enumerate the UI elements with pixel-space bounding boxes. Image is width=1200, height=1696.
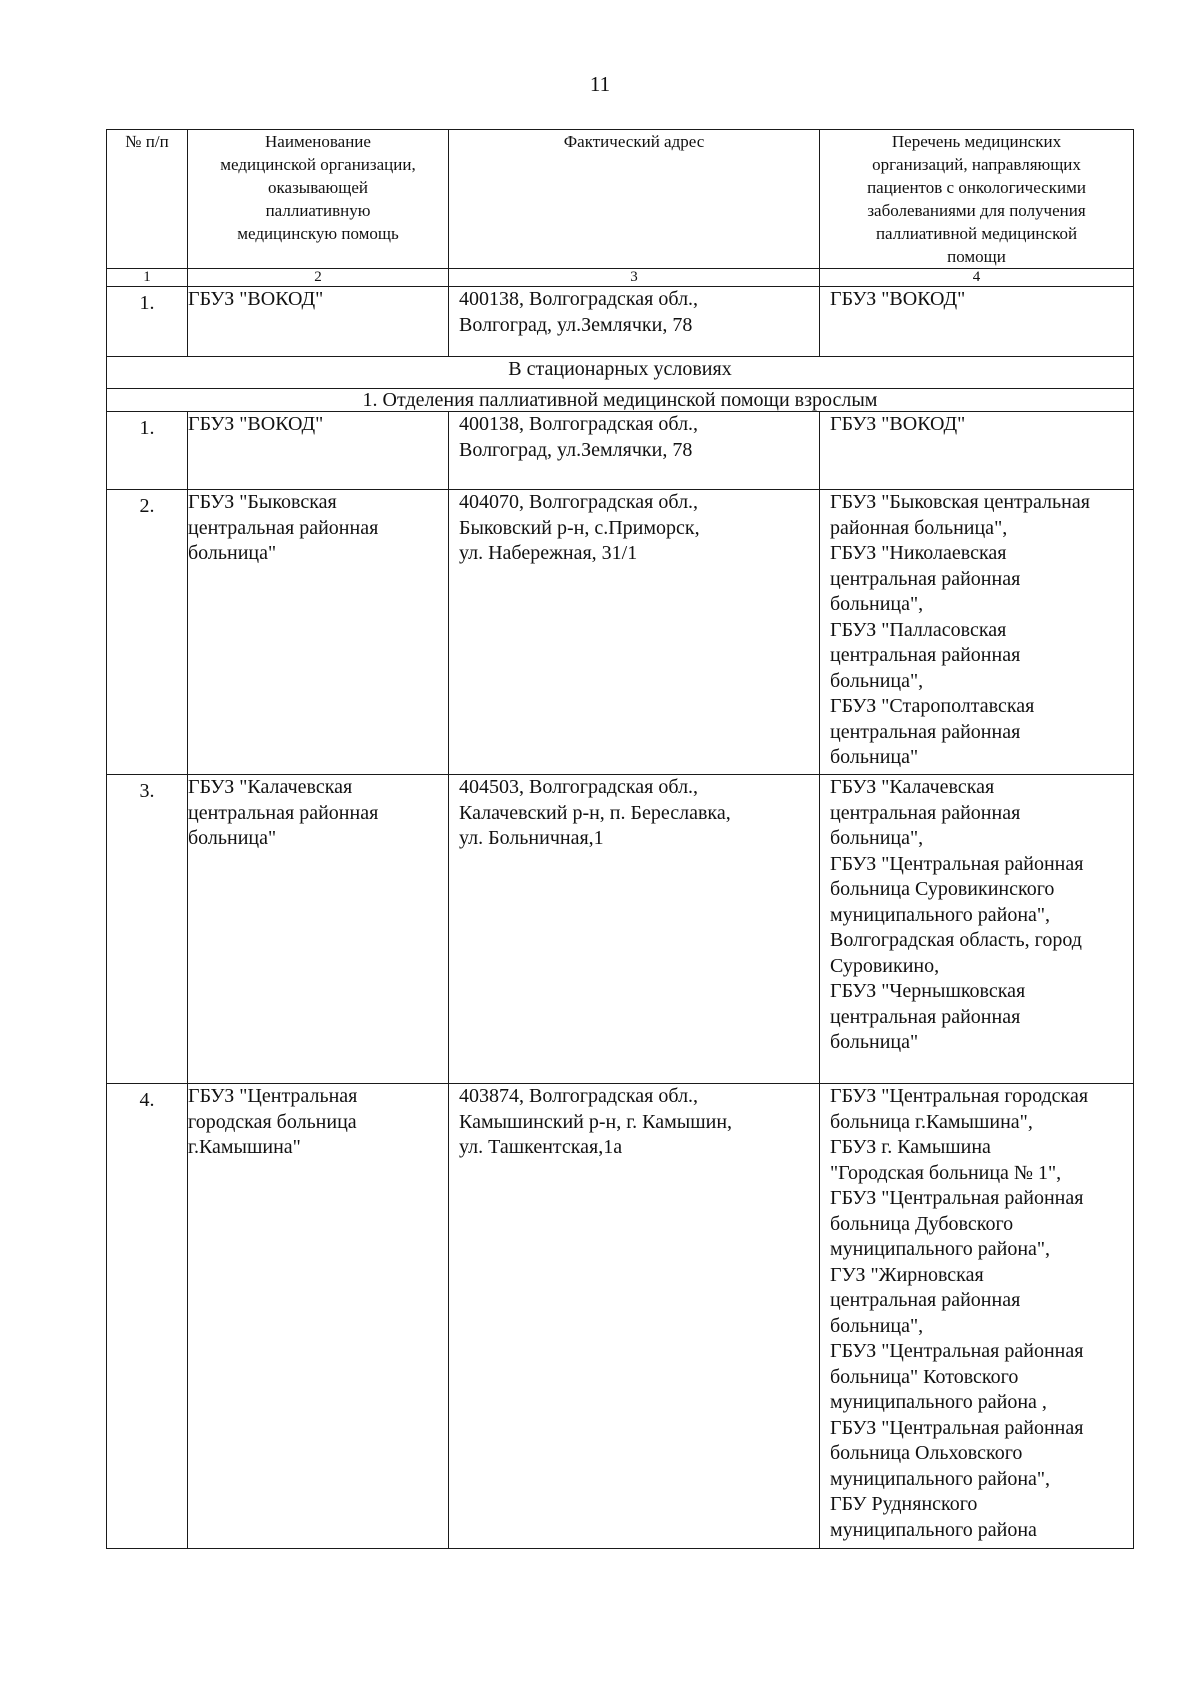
table-row [107,287,1134,357]
section-row [107,357,1134,389]
org-name: ГБУЗ "ВОКОД" [188,287,449,357]
table-row [107,1084,1134,1549]
header-name: Наименование медицинской организации, оказывающей паллиативную медицинскую помощь [188,130,449,269]
referring-orgs: ГБУЗ "Быковская центральная районная больница", ГБУЗ "Николаевская центральная районная больница", ГБУЗ "Палласовская центральная районная больница", ГБУЗ "Старополтавская центральная районная больница" [820,490,1134,775]
subsection-title: 1. Отделения паллиативной медицинской помощи взрослым [107,389,1134,412]
header-num: № п/п [107,130,188,269]
table-row [107,490,1134,775]
column-number: 2 [188,269,449,287]
org-address: 403874, Волгоградская обл., Камышинский р-н, г. Камышин, ул. Ташкентская,1а [449,1084,820,1549]
header-address: Фактический адрес [449,130,820,269]
section-title: В стационарных условиях [107,357,1134,389]
org-address: 400138, Волгоградская обл., Волгоград, ул.Землячки, 78 [449,412,820,490]
header-row [107,130,1134,269]
medical-organizations-table [106,129,1134,1549]
table-row [107,412,1134,490]
org-address: 404503, Волгоградская обл., Калачевский р-н, п. Береславка, ул. Больничная,1 [449,775,820,1084]
column-number: 3 [449,269,820,287]
column-number: 1 [107,269,188,287]
org-name: ГБУЗ "ВОКОД" [188,412,449,490]
table-row [107,775,1134,1084]
referring-orgs: ГБУЗ "Калачевская центральная районная больница", ГБУЗ "Центральная районная больница Суровикинского муниципального района", Волгоградская область, город Суровикино, ГБУЗ "Чернышковская центральная районная больница" [820,775,1134,1084]
org-name: ГБУЗ "Быковская центральная районная больница" [188,490,449,775]
subsection-row [107,389,1134,412]
column-number: 4 [820,269,1134,287]
org-address: 404070, Волгоградская обл., Быковский р-н, с.Приморск, ул. Набережная, 31/1 [449,490,820,775]
row-number: 1. [107,287,188,357]
row-number: 4. [107,1084,188,1549]
org-name: ГБУЗ "Калачевская центральная районная больница" [188,775,449,1084]
row-number: 3. [107,775,188,1084]
row-number: 2. [107,490,188,775]
page-number: 11 [589,72,611,96]
referring-orgs: ГБУЗ "ВОКОД" [820,287,1134,357]
org-name: ГБУЗ "Центральная городская больница г.Камышина" [188,1084,449,1549]
header-referring: Перечень медицинских организаций, направляющих пациентов с онкологическими заболеваниями для получения паллиативной медицинской помощи [820,130,1134,269]
referring-orgs: ГБУЗ "ВОКОД" [820,412,1134,490]
row-number: 1. [107,412,188,490]
column-number-row [107,269,1134,287]
org-address: 400138, Волгоградская обл., Волгоград, ул.Землячки, 78 [449,287,820,357]
referring-orgs: ГБУЗ "Центральная городская больница г.Камышина", ГБУЗ г. Камышина "Городская больница № 1", ГБУЗ "Центральная районная больница Дубовского муниципального района", ГУЗ "Жирновская центральная районная больница", ГБУЗ "Центральная районная больница" Котовского муниципального района , ГБУЗ "Центральная районная больница Ольховского муниципального района", ГБУ Руднянского муниципального района [820,1084,1134,1549]
